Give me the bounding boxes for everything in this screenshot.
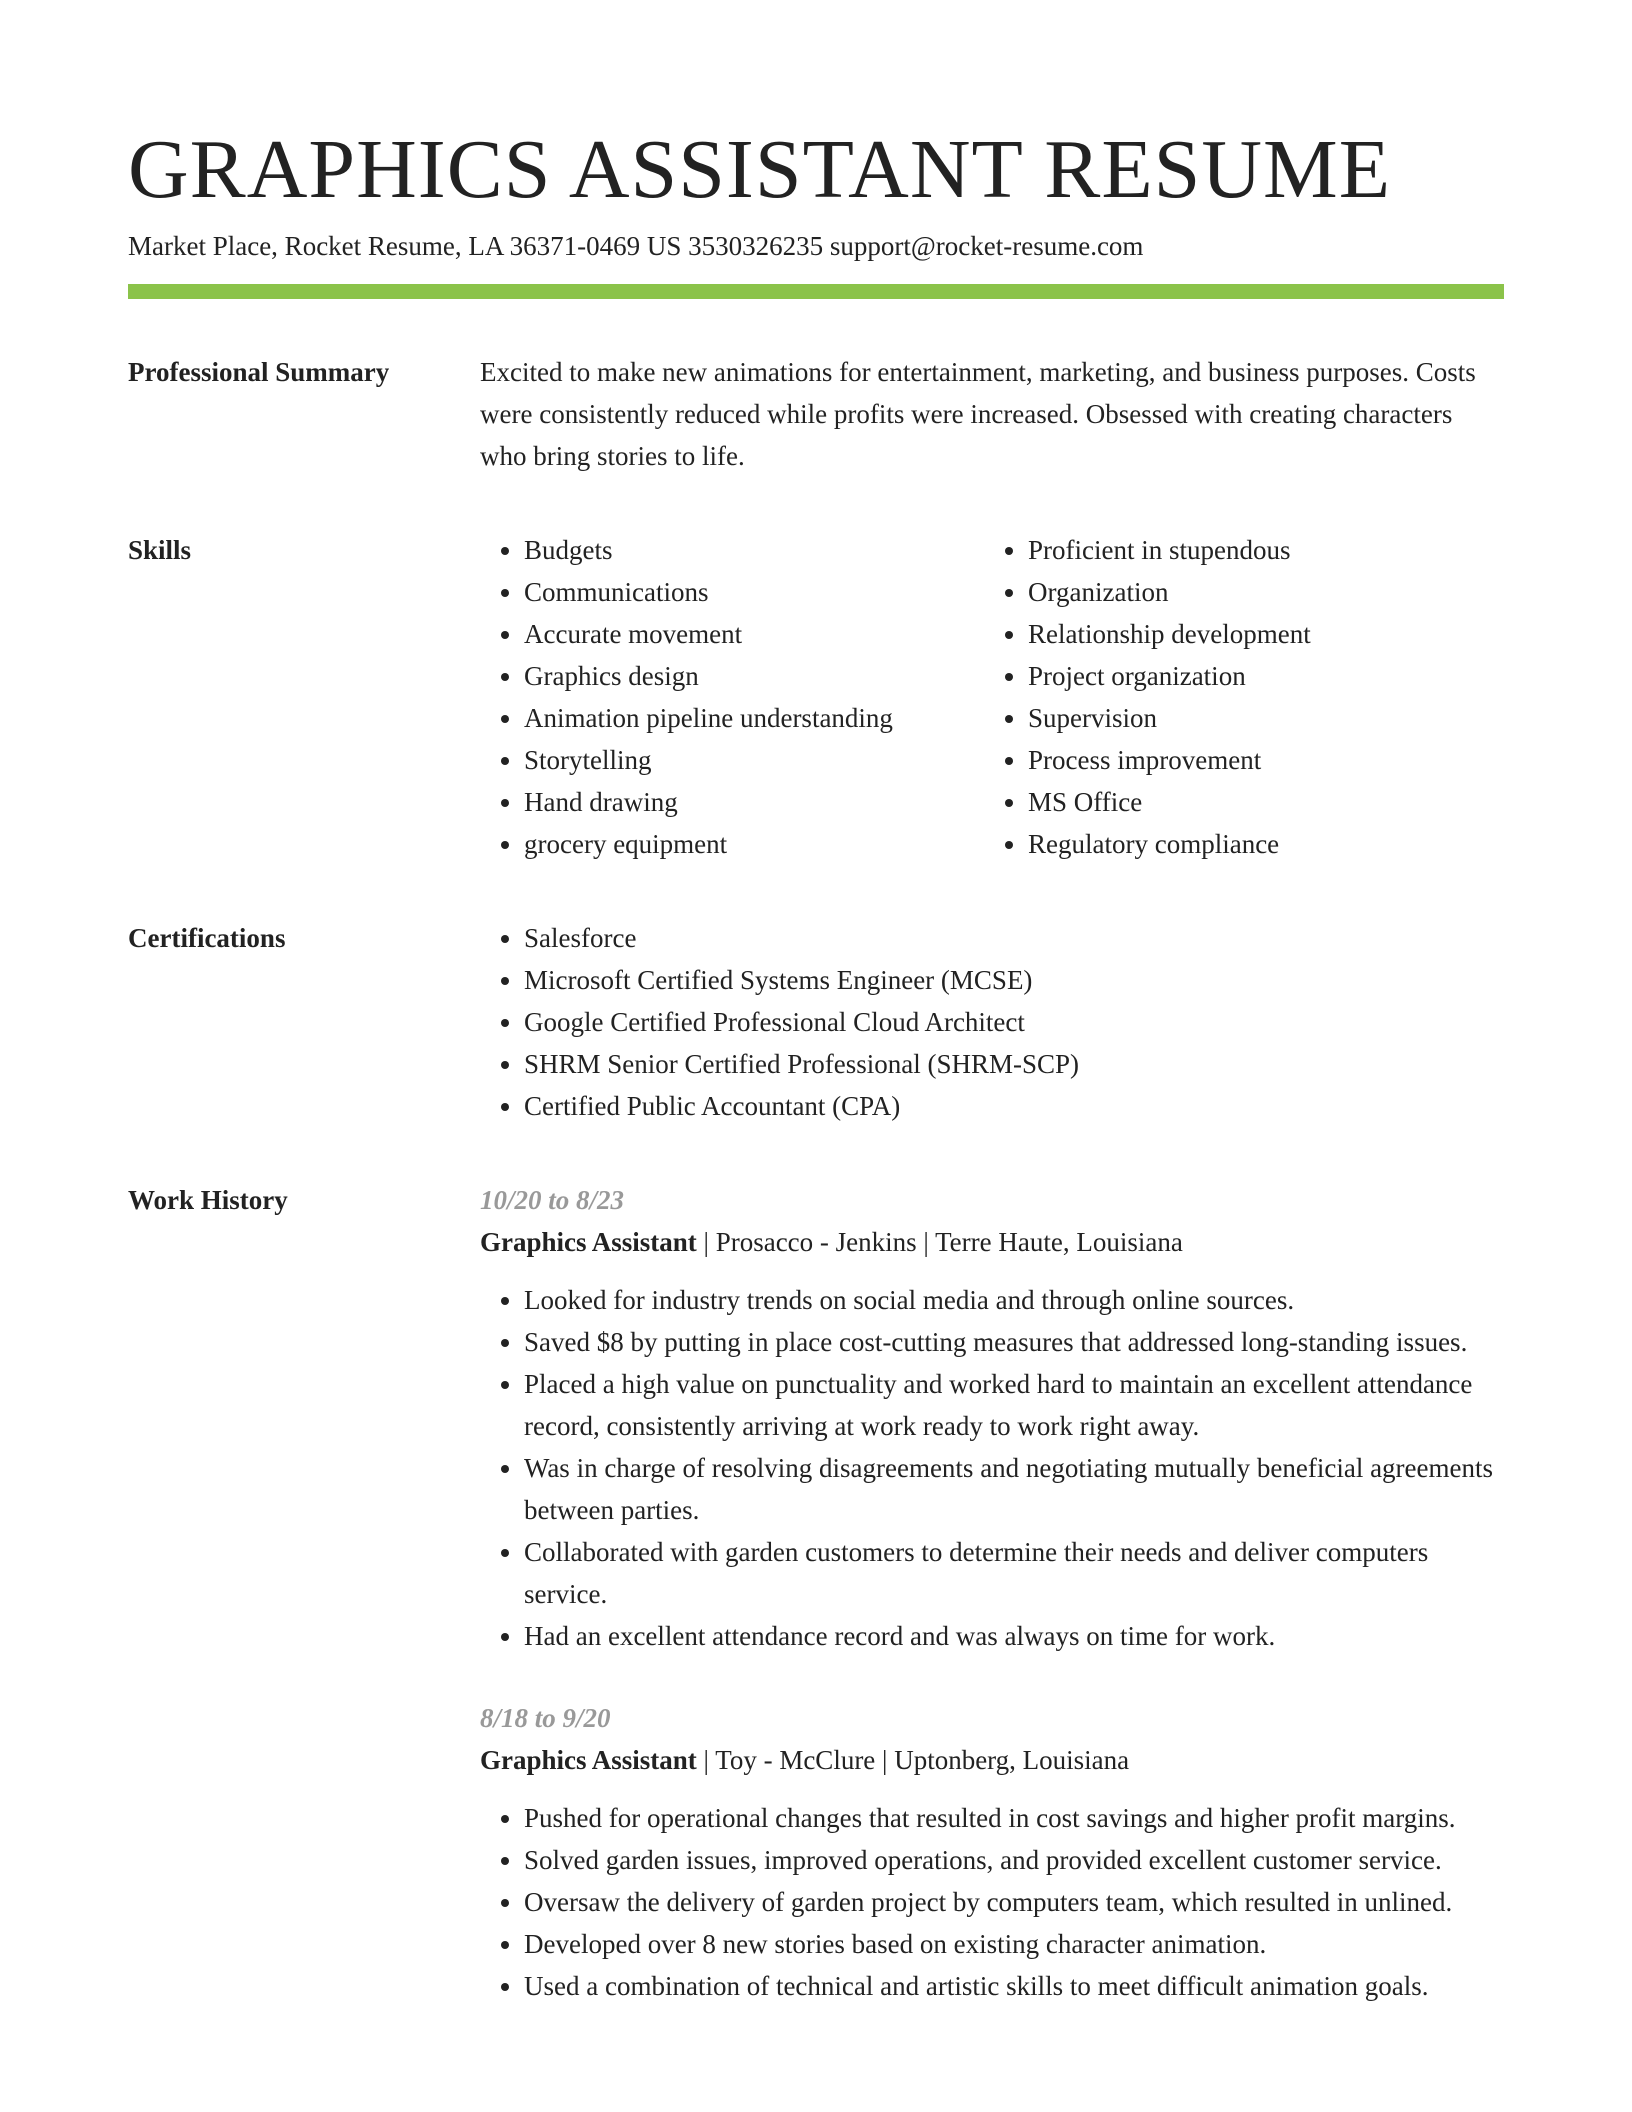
skill-item: • Process improvement [1028, 739, 1488, 781]
skill-item: • Regulatory compliance [1028, 823, 1488, 865]
certifications-list [480, 917, 1504, 1127]
skill-item: • Supervision [1028, 697, 1488, 739]
job-bullet: • Oversaw the delivery of garden project by computers team, which resulted in unlined. [524, 1881, 1504, 1923]
job-title: Graphics Assistant [480, 1227, 697, 1257]
work-history-section [128, 1179, 1504, 2007]
skill-item: • Hand drawing [524, 781, 984, 823]
skills-column-left [480, 529, 984, 865]
job-details: | Prosacco - Jenkins | Terre Haute, Louisiana [696, 1227, 1183, 1257]
header-divider [128, 284, 1504, 299]
section-label-certifications: Certifications [128, 923, 286, 953]
skill-item: • MS Office [1028, 781, 1488, 823]
skills-section [128, 529, 1504, 865]
skill-item: • Organization [1028, 571, 1488, 613]
skill-item: • Storytelling [524, 739, 984, 781]
resume-page [128, 120, 1504, 2007]
skills-list-right [984, 529, 1488, 865]
job-bullets [480, 1797, 1504, 2007]
job-heading [480, 1221, 1504, 1263]
job-entry [480, 1697, 1504, 2007]
job-bullet: • Used a combination of technical and artistic skills to meet difficult animation goals. [524, 1965, 1504, 2007]
job-bullet: • Solved garden issues, improved operations, and provided excellent customer service. [524, 1839, 1504, 1881]
job-bullets [480, 1279, 1504, 1657]
job-bullet: • Saved $8 by putting in place cost-cutting measures that addressed long-standing issues. [524, 1321, 1504, 1363]
job-entry [480, 1179, 1504, 1657]
job-title: Graphics Assistant [480, 1745, 697, 1775]
skill-item: • grocery equipment [524, 823, 984, 865]
skills-list-left [480, 529, 984, 865]
section-label-summary: Professional Summary [128, 357, 390, 387]
skill-item: • Communications [524, 571, 984, 613]
contact-info: Market Place, Rocket Resume, LA 36371-0469 US 3530326235 support@rocket-resume.com [128, 231, 1144, 261]
certification-item: • Google Certified Professional Cloud Architect [524, 1001, 1504, 1043]
skills-column-right [984, 529, 1488, 865]
certification-item: • Microsoft Certified Systems Engineer (MCSE) [524, 959, 1504, 1001]
resume-title: GRAPHICS ASSISTANT RESUME [128, 123, 1392, 216]
job-bullet: • Had an excellent attendance record and was always on time for work. [524, 1615, 1504, 1657]
job-details: | Toy - McClure | Uptonberg, Louisiana [696, 1745, 1130, 1775]
skill-item: • Animation pipeline understanding [524, 697, 984, 739]
job-dates: 8/18 to 9/20 [480, 1703, 611, 1733]
skill-item: • Proficient in stupendous [1028, 529, 1488, 571]
job-dates: 10/20 to 8/23 [480, 1185, 625, 1215]
certification-item: • SHRM Senior Certified Professional (SHRM-SCP) [524, 1043, 1504, 1085]
certifications-section [128, 917, 1504, 1127]
skill-item: • Budgets [524, 529, 984, 571]
certification-item: • Certified Public Accountant (CPA) [524, 1085, 1504, 1127]
skills-columns [480, 529, 1504, 865]
job-heading [480, 1739, 1504, 1781]
section-label-work-history: Work History [128, 1185, 288, 1215]
certifications-body [480, 917, 1504, 1127]
job-bullet: • Collaborated with garden customers to determine their needs and deliver computers service. [524, 1531, 1504, 1615]
skill-item: • Graphics design [524, 655, 984, 697]
section-label-skills: Skills [128, 535, 192, 565]
certification-item: • Salesforce [524, 917, 1504, 959]
summary-section [128, 351, 1504, 477]
job-bullet: • Pushed for operational changes that resulted in cost savings and higher profit margins. [524, 1797, 1504, 1839]
skill-item: • Relationship development [1028, 613, 1488, 655]
job-bullet: • Was in charge of resolving disagreements and negotiating mutually beneficial agreements between parties. [524, 1447, 1504, 1531]
skill-item: • Project organization [1028, 655, 1488, 697]
work-history-body [480, 1179, 1504, 2007]
summary-text: Excited to make new animations for entertainment, marketing, and business purposes. Costs were consistently reduced while profits were increased. Obsessed with creating characters who bring stories to life. [480, 357, 1476, 471]
job-bullet: • Looked for industry trends on social media and through online sources. [524, 1279, 1504, 1321]
job-bullet: • Developed over 8 new stories based on existing character animation. [524, 1923, 1504, 1965]
job-bullet: • Placed a high value on punctuality and worked hard to maintain an excellent attendance record, consistently arriving at work ready to work right away. [524, 1363, 1504, 1447]
skill-item: • Accurate movement [524, 613, 984, 655]
summary-body [480, 351, 1504, 477]
